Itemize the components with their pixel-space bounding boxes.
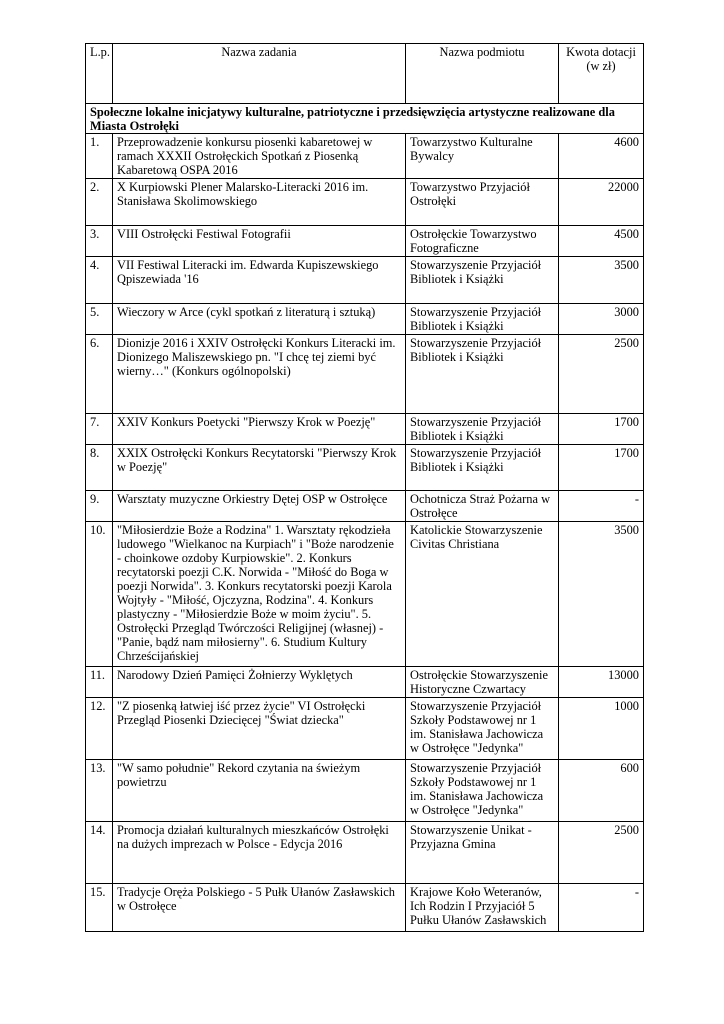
header-grant-amount: Kwota dotacji (w zł) xyxy=(559,44,644,104)
row-lp: 11. xyxy=(86,667,113,698)
row-task: VIII Ostrołęcki Festiwal Fotografii xyxy=(113,226,406,257)
row-lp: 7. xyxy=(86,414,113,445)
row-amount: 13000 xyxy=(559,667,644,698)
row-task: Dionizje 2016 i XXIV Ostrołęcki Konkurs Literacki im. Dionizego Maliszewskiego pn. "I chcę tej ziemi być wierny…" (Konkurs ogólnopolski) xyxy=(113,335,406,414)
row-amount: 1700 xyxy=(559,414,644,445)
row-entity: Stowarzyszenie Przyjaciół Bibliotek i Książki xyxy=(406,445,559,491)
table-row xyxy=(86,522,644,667)
row-lp: 10. xyxy=(86,522,113,667)
row-entity: Stowarzyszenie Przyjaciół Szkoły Podstawowej nr 1 im. Stanisława Jachowicza w Ostrołęce "Jedynka" xyxy=(406,698,559,760)
row-entity: Stowarzyszenie Unikat - Przyjazna Gmina xyxy=(406,822,559,884)
table-row xyxy=(86,491,644,522)
row-amount: - xyxy=(559,884,644,932)
row-entity: Krajowe Koło Weteranów, Ich Rodzin I Przyjaciół 5 Pułku Ułanów Zasławskich xyxy=(406,884,559,932)
row-task: XXIV Konkurs Poetycki "Pierwszy Krok w Poezję" xyxy=(113,414,406,445)
row-entity: Ostrołęckie Stowarzyszenie Historyczne Czwartacy xyxy=(406,667,559,698)
table-row xyxy=(86,414,644,445)
row-amount: 4600 xyxy=(559,134,644,179)
table-row xyxy=(86,884,644,932)
row-amount: 4500 xyxy=(559,226,644,257)
row-entity: Ostrołęckie Towarzystwo Fotograficzne xyxy=(406,226,559,257)
row-entity: Towarzystwo Przyjaciół Ostrołęki xyxy=(406,179,559,226)
row-task: "Miłosierdzie Boże a Rodzina" 1. Warsztaty rękodzieła ludowego "Wielkanoc na Kurpiach" i "Boże narodzenie - choinkowe ozdoby Kurpiowskie". 2. Konkurs recytatorski poezji C.K. Norwida - "Miłość do Boga w poezji Norwida". 3. Konkurs recytatorski poezji Karola Wojtyły - "Miłość, Ojczyzna, Rodzina". 4. Konkurs plastyczny - "Miłosierdzie Boże w moim życiu". 5. Ostrołęcki Przegląd Twórczości Religijnej (własnej) - "Panie, bądź nam miłosierny". 6. Studium Kultury Chrześcijańskiej xyxy=(113,522,406,667)
header-task-name: Nazwa zadania xyxy=(113,44,406,104)
row-task: Promocja działań kulturalnych mieszkańców Ostrołęki na dużych imprezach w Polsce - Edycja 2016 xyxy=(113,822,406,884)
table-row xyxy=(86,698,644,760)
table-row xyxy=(86,335,644,414)
row-amount: 3500 xyxy=(559,522,644,667)
grants-table xyxy=(85,43,644,932)
row-amount: 2500 xyxy=(559,335,644,414)
table-row xyxy=(86,760,644,822)
header-entity-name: Nazwa podmiotu xyxy=(406,44,559,104)
table-row xyxy=(86,179,644,226)
row-entity: Stowarzyszenie Przyjaciół Bibliotek i Książki xyxy=(406,335,559,414)
row-lp: 2. xyxy=(86,179,113,226)
row-lp: 14. xyxy=(86,822,113,884)
header-lp: L.p. xyxy=(86,44,113,104)
row-entity: Stowarzyszenie Przyjaciół Bibliotek i Książki xyxy=(406,414,559,445)
section-row xyxy=(86,104,644,134)
row-entity: Stowarzyszenie Przyjaciół Bibliotek i Książki xyxy=(406,304,559,335)
table-row xyxy=(86,304,644,335)
table-row xyxy=(86,134,644,179)
row-entity: Stowarzyszenie Przyjaciół Bibliotek i Książki xyxy=(406,257,559,304)
row-lp: 15. xyxy=(86,884,113,932)
row-lp: 13. xyxy=(86,760,113,822)
row-lp: 3. xyxy=(86,226,113,257)
row-lp: 8. xyxy=(86,445,113,491)
row-amount: 2500 xyxy=(559,822,644,884)
row-lp: 12. xyxy=(86,698,113,760)
row-amount: 1700 xyxy=(559,445,644,491)
table-row xyxy=(86,822,644,884)
row-lp: 6. xyxy=(86,335,113,414)
row-task: VII Festiwal Literacki im. Edwarda Kupiszewskiego Qpiszewiada '16 xyxy=(113,257,406,304)
row-task: Tradycje Oręża Polskiego - 5 Pułk Ułanów Zasławskich w Ostrołęce xyxy=(113,884,406,932)
table-row xyxy=(86,257,644,304)
row-lp: 1. xyxy=(86,134,113,179)
row-task: Przeprowadzenie konkursu piosenki kabaretowej w ramach XXXII Ostrołęckich Spotkań z Piosenką Kabaretową OSPA 2016 xyxy=(113,134,406,179)
row-entity: Ochotnicza Straż Pożarna w Ostrołęce xyxy=(406,491,559,522)
row-lp: 5. xyxy=(86,304,113,335)
row-entity: Stowarzyszenie Przyjaciół Szkoły Podstawowej nr 1 im. Stanisława Jachowicza w Ostrołęce "Jedynka" xyxy=(406,760,559,822)
row-task: "Z piosenką łatwiej iść przez życie" VI Ostrołęcki Przegląd Piosenki Dziecięcej "Świat dziecka" xyxy=(113,698,406,760)
row-amount: 600 xyxy=(559,760,644,822)
row-amount: 1000 xyxy=(559,698,644,760)
row-amount: 22000 xyxy=(559,179,644,226)
row-task: Warsztaty muzyczne Orkiestry Dętej OSP w Ostrołęce xyxy=(113,491,406,522)
row-amount: 3500 xyxy=(559,257,644,304)
row-lp: 9. xyxy=(86,491,113,522)
row-task: "W samo południe" Rekord czytania na świeżym powietrzu xyxy=(113,760,406,822)
header-row xyxy=(86,44,644,104)
table-row xyxy=(86,226,644,257)
table-row xyxy=(86,445,644,491)
table-row xyxy=(86,667,644,698)
row-task: X Kurpiowski Plener Malarsko-Literacki 2016 im. Stanisława Skolimowskiego xyxy=(113,179,406,226)
row-task: Wieczory w Arce (cykl spotkań z literaturą i sztuką) xyxy=(113,304,406,335)
row-task: XXIX Ostrołęcki Konkurs Recytatorski "Pierwszy Krok w Poezję" xyxy=(113,445,406,491)
row-entity: Katolickie Stowarzyszenie Civitas Christiana xyxy=(406,522,559,667)
row-entity: Towarzystwo Kulturalne Bywalcy xyxy=(406,134,559,179)
section-title: Społeczne lokalne inicjatywy kulturalne, patriotyczne i przedsięwzięcia artystyczne realizowane dla Miasta Ostrołęki xyxy=(86,104,644,134)
row-lp: 4. xyxy=(86,257,113,304)
row-amount: 3000 xyxy=(559,304,644,335)
row-task: Narodowy Dzień Pamięci Żołnierzy Wyklętych xyxy=(113,667,406,698)
row-amount: - xyxy=(559,491,644,522)
